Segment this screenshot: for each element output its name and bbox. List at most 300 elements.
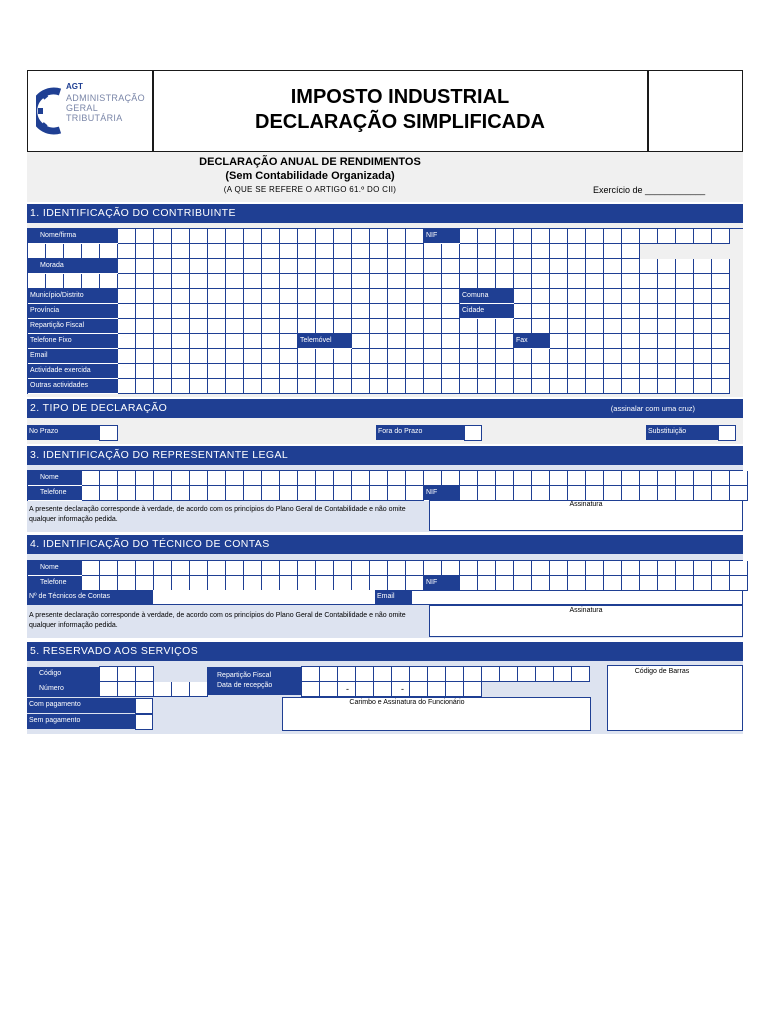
grid-cell[interactable] bbox=[262, 334, 280, 349]
grid-cell[interactable] bbox=[388, 304, 406, 319]
grid-cell[interactable] bbox=[388, 244, 406, 259]
grid-cell[interactable] bbox=[694, 364, 712, 379]
grid-cell[interactable] bbox=[622, 576, 640, 591]
grid-cell[interactable] bbox=[172, 319, 190, 334]
grid-cell[interactable] bbox=[262, 229, 280, 244]
grid-cell[interactable] bbox=[298, 486, 316, 501]
grid-cell[interactable] bbox=[568, 274, 586, 289]
grid-cell[interactable] bbox=[388, 561, 406, 576]
grid-cell[interactable] bbox=[712, 486, 730, 501]
grid-cell[interactable] bbox=[352, 259, 370, 274]
grid-cell[interactable] bbox=[280, 304, 298, 319]
grid-cell[interactable] bbox=[712, 259, 730, 274]
grid-cell[interactable] bbox=[442, 319, 460, 334]
grid-cell[interactable] bbox=[676, 229, 694, 244]
grid-cell[interactable] bbox=[460, 349, 478, 364]
grid-cell[interactable] bbox=[118, 667, 136, 682]
grid-cell[interactable] bbox=[154, 229, 172, 244]
grid-cell[interactable] bbox=[316, 576, 334, 591]
grid-cell[interactable] bbox=[550, 289, 568, 304]
grid-cell[interactable] bbox=[424, 364, 442, 379]
grid-cell[interactable] bbox=[712, 561, 730, 576]
grid-cell[interactable] bbox=[514, 289, 532, 304]
grid-cell[interactable] bbox=[154, 244, 172, 259]
grid-cell[interactable] bbox=[118, 244, 136, 259]
grid-cell[interactable] bbox=[370, 349, 388, 364]
grid-cell[interactable] bbox=[658, 364, 676, 379]
grid-cell[interactable] bbox=[226, 289, 244, 304]
grid-cell[interactable] bbox=[370, 379, 388, 394]
grid-cell[interactable] bbox=[352, 244, 370, 259]
row-reparticao[interactable] bbox=[28, 319, 743, 334]
grid-cell[interactable] bbox=[352, 561, 370, 576]
grid-cell[interactable] bbox=[550, 349, 568, 364]
grid-cell[interactable] bbox=[694, 274, 712, 289]
grid-cell[interactable] bbox=[190, 244, 208, 259]
grid-cell[interactable] bbox=[334, 486, 352, 501]
grid-cell[interactable] bbox=[190, 274, 208, 289]
grid-cell[interactable] bbox=[370, 471, 388, 486]
grid-cell[interactable] bbox=[280, 471, 298, 486]
grid-cell[interactable] bbox=[244, 349, 262, 364]
section4-grid[interactable] bbox=[27, 560, 743, 591]
grid-cell[interactable] bbox=[226, 334, 244, 349]
grid-cell[interactable] bbox=[82, 274, 100, 289]
grid-cell[interactable] bbox=[406, 349, 424, 364]
grid-cell[interactable] bbox=[370, 561, 388, 576]
grid-cell[interactable] bbox=[154, 486, 172, 501]
grid-cell[interactable] bbox=[622, 561, 640, 576]
row-telefone[interactable] bbox=[28, 334, 743, 349]
grid-cell[interactable] bbox=[262, 379, 280, 394]
grid-cell[interactable] bbox=[172, 229, 190, 244]
grid-cell[interactable] bbox=[118, 259, 136, 274]
grid-cell[interactable] bbox=[676, 576, 694, 591]
grid-cell[interactable] bbox=[658, 486, 676, 501]
grid-cell[interactable] bbox=[640, 486, 658, 501]
grid-cell[interactable] bbox=[712, 576, 730, 591]
grid-cell[interactable] bbox=[550, 364, 568, 379]
grid-cell[interactable] bbox=[622, 244, 640, 259]
grid-cell[interactable] bbox=[586, 244, 604, 259]
grid-cell[interactable] bbox=[244, 289, 262, 304]
grid-cell[interactable] bbox=[712, 334, 730, 349]
grid-cell[interactable] bbox=[658, 229, 676, 244]
grid-cell[interactable] bbox=[64, 244, 82, 259]
grid-cell[interactable] bbox=[118, 576, 136, 591]
grid-cell[interactable] bbox=[496, 576, 514, 591]
grid-cell[interactable] bbox=[586, 379, 604, 394]
section1-grid[interactable] bbox=[27, 228, 743, 394]
grid-cell[interactable] bbox=[604, 289, 622, 304]
grid-cell[interactable] bbox=[442, 561, 460, 576]
grid-cell[interactable] bbox=[100, 244, 118, 259]
grid-cell[interactable] bbox=[694, 349, 712, 364]
grid-cell[interactable] bbox=[586, 349, 604, 364]
grid-cell[interactable] bbox=[316, 259, 334, 274]
grid-cell[interactable] bbox=[712, 274, 730, 289]
grid-cell[interactable] bbox=[568, 319, 586, 334]
grid-cell[interactable] bbox=[536, 667, 554, 682]
grid-cell[interactable] bbox=[428, 667, 446, 682]
grid-cell[interactable] bbox=[550, 244, 568, 259]
grid-cell[interactable] bbox=[658, 576, 676, 591]
grid-cell[interactable] bbox=[406, 259, 424, 274]
grid-cell[interactable] bbox=[334, 379, 352, 394]
grid-cell[interactable] bbox=[712, 364, 730, 379]
grid-cell[interactable] bbox=[406, 244, 424, 259]
grid-cell[interactable] bbox=[154, 561, 172, 576]
grid-cell[interactable] bbox=[298, 349, 316, 364]
grid-cell[interactable] bbox=[316, 229, 334, 244]
grid-cell[interactable] bbox=[478, 561, 496, 576]
grid-cell[interactable] bbox=[424, 379, 442, 394]
grid-cell[interactable] bbox=[496, 379, 514, 394]
grid-cell[interactable] bbox=[280, 319, 298, 334]
grid-cell[interactable] bbox=[406, 319, 424, 334]
grid-cell[interactable] bbox=[226, 229, 244, 244]
grid-cell[interactable] bbox=[460, 471, 478, 486]
grid-cell[interactable] bbox=[388, 274, 406, 289]
grid-cell[interactable] bbox=[190, 576, 208, 591]
grid-cell[interactable] bbox=[568, 334, 586, 349]
grid-cell[interactable] bbox=[586, 319, 604, 334]
grid-cell[interactable] bbox=[658, 259, 676, 274]
grid-cell[interactable] bbox=[496, 319, 514, 334]
grid-cell[interactable] bbox=[586, 229, 604, 244]
grid-cell[interactable] bbox=[514, 229, 532, 244]
grid-cell[interactable] bbox=[388, 471, 406, 486]
grid-cell[interactable] bbox=[316, 274, 334, 289]
grid-cell[interactable] bbox=[446, 667, 464, 682]
grid-cell[interactable] bbox=[442, 471, 460, 486]
grid-cell[interactable] bbox=[136, 667, 154, 682]
grid-cell[interactable] bbox=[658, 319, 676, 334]
grid-cell[interactable] bbox=[622, 229, 640, 244]
grid-cell[interactable] bbox=[550, 471, 568, 486]
grid-cell[interactable] bbox=[154, 576, 172, 591]
grid-cell[interactable] bbox=[622, 379, 640, 394]
grid-cell[interactable] bbox=[154, 349, 172, 364]
grid-cell[interactable] bbox=[478, 471, 496, 486]
grid-cell[interactable] bbox=[334, 244, 352, 259]
grid-cell[interactable] bbox=[460, 319, 478, 334]
grid-cell[interactable] bbox=[64, 274, 82, 289]
grid-cell[interactable] bbox=[334, 304, 352, 319]
grid-cell[interactable] bbox=[316, 304, 334, 319]
grid-cell[interactable] bbox=[694, 304, 712, 319]
grid-cell[interactable] bbox=[154, 259, 172, 274]
row-tec-telefone[interactable] bbox=[28, 576, 743, 591]
grid-cell[interactable] bbox=[500, 667, 518, 682]
grid-cell[interactable] bbox=[280, 486, 298, 501]
grid-cell[interactable] bbox=[712, 471, 730, 486]
grid-cell[interactable] bbox=[280, 334, 298, 349]
grid-cell[interactable] bbox=[100, 561, 118, 576]
grid-cell[interactable] bbox=[334, 274, 352, 289]
grid-cell[interactable] bbox=[172, 486, 190, 501]
grid-cell[interactable] bbox=[550, 379, 568, 394]
grid-cell[interactable] bbox=[374, 682, 392, 697]
grid-cell[interactable] bbox=[388, 259, 406, 274]
reparticao-cells[interactable] bbox=[301, 666, 590, 682]
grid-cell[interactable] bbox=[262, 259, 280, 274]
grid-cell[interactable] bbox=[374, 667, 392, 682]
grid-cell[interactable] bbox=[316, 244, 334, 259]
grid-cell[interactable] bbox=[244, 364, 262, 379]
grid-cell[interactable] bbox=[424, 334, 442, 349]
grid-cell[interactable] bbox=[406, 561, 424, 576]
grid-cell[interactable] bbox=[424, 259, 442, 274]
grid-cell[interactable] bbox=[460, 259, 478, 274]
grid-cell[interactable] bbox=[514, 304, 532, 319]
grid-cell[interactable] bbox=[478, 319, 496, 334]
grid-cell[interactable] bbox=[298, 576, 316, 591]
grid-cell[interactable] bbox=[280, 289, 298, 304]
grid-cell[interactable] bbox=[334, 289, 352, 304]
grid-cell[interactable] bbox=[406, 471, 424, 486]
grid-cell[interactable] bbox=[280, 379, 298, 394]
grid-cell[interactable] bbox=[388, 334, 406, 349]
grid-cell[interactable] bbox=[640, 229, 658, 244]
grid-cell[interactable] bbox=[172, 274, 190, 289]
grid-cell[interactable] bbox=[514, 364, 532, 379]
grid-cell[interactable] bbox=[622, 259, 640, 274]
grid-cell[interactable] bbox=[676, 259, 694, 274]
grid-cell[interactable] bbox=[262, 486, 280, 501]
grid-cell[interactable] bbox=[154, 682, 172, 697]
grid-cell[interactable] bbox=[586, 289, 604, 304]
grid-cell[interactable] bbox=[370, 319, 388, 334]
numero-cells[interactable] bbox=[99, 682, 208, 697]
grid-cell[interactable] bbox=[554, 667, 572, 682]
grid-cell[interactable] bbox=[388, 576, 406, 591]
grid-cell[interactable] bbox=[604, 349, 622, 364]
grid-cell[interactable] bbox=[118, 304, 136, 319]
grid-cell[interactable] bbox=[136, 244, 154, 259]
grid-cell[interactable] bbox=[28, 244, 46, 259]
grid-cell[interactable] bbox=[586, 561, 604, 576]
grid-cell[interactable] bbox=[694, 471, 712, 486]
grid-cell[interactable] bbox=[316, 471, 334, 486]
grid-cell[interactable] bbox=[226, 319, 244, 334]
grid-cell[interactable] bbox=[442, 274, 460, 289]
grid-cell[interactable] bbox=[460, 244, 478, 259]
grid-cell[interactable] bbox=[82, 244, 100, 259]
grid-cell[interactable] bbox=[622, 486, 640, 501]
grid-cell[interactable] bbox=[712, 349, 730, 364]
grid-cell[interactable] bbox=[442, 304, 460, 319]
grid-cell[interactable] bbox=[352, 319, 370, 334]
grid-cell[interactable] bbox=[208, 471, 226, 486]
grid-cell[interactable] bbox=[280, 576, 298, 591]
grid-cell[interactable] bbox=[262, 244, 280, 259]
grid-cell[interactable] bbox=[226, 304, 244, 319]
section3-grid[interactable] bbox=[27, 470, 743, 501]
grid-cell[interactable] bbox=[208, 244, 226, 259]
grid-cell[interactable] bbox=[352, 334, 370, 349]
grid-cell[interactable] bbox=[280, 364, 298, 379]
grid-cell[interactable] bbox=[460, 229, 478, 244]
grid-cell[interactable] bbox=[410, 667, 428, 682]
grid-cell[interactable] bbox=[442, 364, 460, 379]
grid-cell[interactable] bbox=[208, 576, 226, 591]
grid-cell[interactable] bbox=[172, 289, 190, 304]
grid-cell[interactable] bbox=[460, 486, 478, 501]
grid-cell[interactable] bbox=[226, 244, 244, 259]
grid-cell[interactable] bbox=[410, 682, 428, 697]
grid-cell[interactable] bbox=[370, 334, 388, 349]
grid-cell[interactable] bbox=[262, 304, 280, 319]
grid-cell[interactable] bbox=[550, 334, 568, 349]
grid-cell[interactable] bbox=[262, 289, 280, 304]
grid-cell[interactable] bbox=[694, 379, 712, 394]
com-pagamento-checkbox[interactable] bbox=[135, 698, 153, 714]
grid-cell[interactable] bbox=[478, 486, 496, 501]
grid-cell[interactable] bbox=[226, 349, 244, 364]
grid-cell[interactable] bbox=[712, 304, 730, 319]
grid-cell[interactable] bbox=[172, 471, 190, 486]
grid-cell[interactable] bbox=[622, 471, 640, 486]
grid-cell[interactable] bbox=[424, 471, 442, 486]
grid-cell[interactable] bbox=[352, 349, 370, 364]
grid-cell[interactable] bbox=[352, 364, 370, 379]
grid-cell[interactable] bbox=[208, 486, 226, 501]
grid-cell[interactable] bbox=[356, 667, 374, 682]
grid-cell[interactable] bbox=[298, 364, 316, 379]
grid-cell[interactable] bbox=[658, 379, 676, 394]
tec-email-field[interactable] bbox=[411, 590, 743, 605]
grid-cell[interactable] bbox=[532, 471, 550, 486]
grid-cell[interactable] bbox=[604, 319, 622, 334]
grid-cell[interactable] bbox=[190, 486, 208, 501]
grid-cell[interactable] bbox=[190, 334, 208, 349]
grid-cell[interactable] bbox=[676, 349, 694, 364]
grid-cell[interactable] bbox=[226, 471, 244, 486]
grid-cell[interactable] bbox=[172, 682, 190, 697]
grid-cell[interactable] bbox=[604, 576, 622, 591]
grid-cell[interactable] bbox=[334, 229, 352, 244]
grid-cell[interactable] bbox=[334, 364, 352, 379]
row-nome-2[interactable] bbox=[28, 244, 743, 259]
grid-cell[interactable] bbox=[604, 259, 622, 274]
grid-cell[interactable] bbox=[208, 304, 226, 319]
grid-cell[interactable] bbox=[478, 229, 496, 244]
grid-cell[interactable] bbox=[316, 364, 334, 379]
grid-cell[interactable] bbox=[586, 304, 604, 319]
grid-cell[interactable] bbox=[568, 471, 586, 486]
grid-cell[interactable] bbox=[550, 229, 568, 244]
grid-cell[interactable] bbox=[496, 334, 514, 349]
grid-cell[interactable] bbox=[478, 274, 496, 289]
grid-cell[interactable] bbox=[208, 349, 226, 364]
grid-cell[interactable] bbox=[622, 349, 640, 364]
grid-cell[interactable] bbox=[28, 274, 46, 289]
grid-cell[interactable] bbox=[694, 561, 712, 576]
grid-cell[interactable] bbox=[622, 289, 640, 304]
grid-cell[interactable] bbox=[172, 334, 190, 349]
grid-cell[interactable] bbox=[370, 259, 388, 274]
grid-cell[interactable] bbox=[280, 349, 298, 364]
grid-cell[interactable] bbox=[298, 561, 316, 576]
grid-cell[interactable] bbox=[370, 304, 388, 319]
grid-cell[interactable] bbox=[694, 334, 712, 349]
grid-cell[interactable] bbox=[604, 561, 622, 576]
grid-cell[interactable] bbox=[428, 682, 446, 697]
grid-cell[interactable] bbox=[172, 349, 190, 364]
grid-cell[interactable] bbox=[334, 259, 352, 274]
grid-cell[interactable] bbox=[518, 667, 536, 682]
grid-cell[interactable] bbox=[136, 364, 154, 379]
grid-cell[interactable] bbox=[464, 682, 482, 697]
grid-cell[interactable] bbox=[658, 304, 676, 319]
grid-cell[interactable] bbox=[514, 259, 532, 274]
grid-cell[interactable] bbox=[154, 289, 172, 304]
grid-cell[interactable] bbox=[460, 576, 478, 591]
grid-cell[interactable] bbox=[424, 349, 442, 364]
grid-cell[interactable] bbox=[298, 471, 316, 486]
grid-cell[interactable] bbox=[640, 274, 658, 289]
grid-cell[interactable] bbox=[352, 274, 370, 289]
substituicao-checkbox[interactable] bbox=[718, 425, 736, 441]
grid-cell[interactable] bbox=[424, 319, 442, 334]
grid-cell[interactable] bbox=[406, 304, 424, 319]
grid-cell[interactable] bbox=[532, 259, 550, 274]
grid-cell[interactable] bbox=[352, 304, 370, 319]
grid-cell[interactable] bbox=[604, 274, 622, 289]
grid-cell[interactable] bbox=[226, 379, 244, 394]
grid-cell[interactable] bbox=[82, 561, 100, 576]
grid-cell[interactable] bbox=[100, 682, 118, 697]
grid-cell[interactable] bbox=[370, 229, 388, 244]
grid-cell[interactable] bbox=[244, 576, 262, 591]
grid-cell[interactable] bbox=[406, 379, 424, 394]
grid-cell[interactable] bbox=[136, 274, 154, 289]
grid-cell[interactable] bbox=[478, 334, 496, 349]
grid-cell[interactable] bbox=[352, 576, 370, 591]
grid-cell[interactable] bbox=[244, 244, 262, 259]
grid-cell[interactable] bbox=[46, 244, 64, 259]
grid-cell[interactable] bbox=[406, 229, 424, 244]
grid-cell[interactable] bbox=[262, 471, 280, 486]
grid-cell[interactable] bbox=[154, 274, 172, 289]
grid-cell[interactable] bbox=[460, 274, 478, 289]
grid-cell[interactable] bbox=[586, 576, 604, 591]
grid-cell[interactable] bbox=[676, 364, 694, 379]
grid-cell[interactable] bbox=[154, 471, 172, 486]
grid-cell[interactable] bbox=[298, 229, 316, 244]
row-rep-telefone[interactable] bbox=[28, 486, 743, 501]
grid-cell[interactable] bbox=[370, 244, 388, 259]
grid-cell[interactable] bbox=[356, 682, 374, 697]
grid-cell[interactable] bbox=[82, 486, 100, 501]
grid-cell[interactable] bbox=[658, 471, 676, 486]
grid-cell[interactable] bbox=[496, 244, 514, 259]
grid-cell[interactable] bbox=[604, 229, 622, 244]
grid-cell[interactable] bbox=[244, 304, 262, 319]
grid-cell[interactable] bbox=[568, 379, 586, 394]
grid-cell[interactable] bbox=[352, 229, 370, 244]
grid-cell[interactable] bbox=[496, 486, 514, 501]
grid-cell[interactable] bbox=[514, 471, 532, 486]
row-rep-nome[interactable] bbox=[28, 471, 743, 486]
grid-cell[interactable] bbox=[406, 576, 424, 591]
grid-cell[interactable] bbox=[136, 471, 154, 486]
grid-cell[interactable] bbox=[532, 289, 550, 304]
grid-cell[interactable] bbox=[514, 319, 532, 334]
grid-cell[interactable] bbox=[190, 364, 208, 379]
grid-cell[interactable] bbox=[190, 319, 208, 334]
